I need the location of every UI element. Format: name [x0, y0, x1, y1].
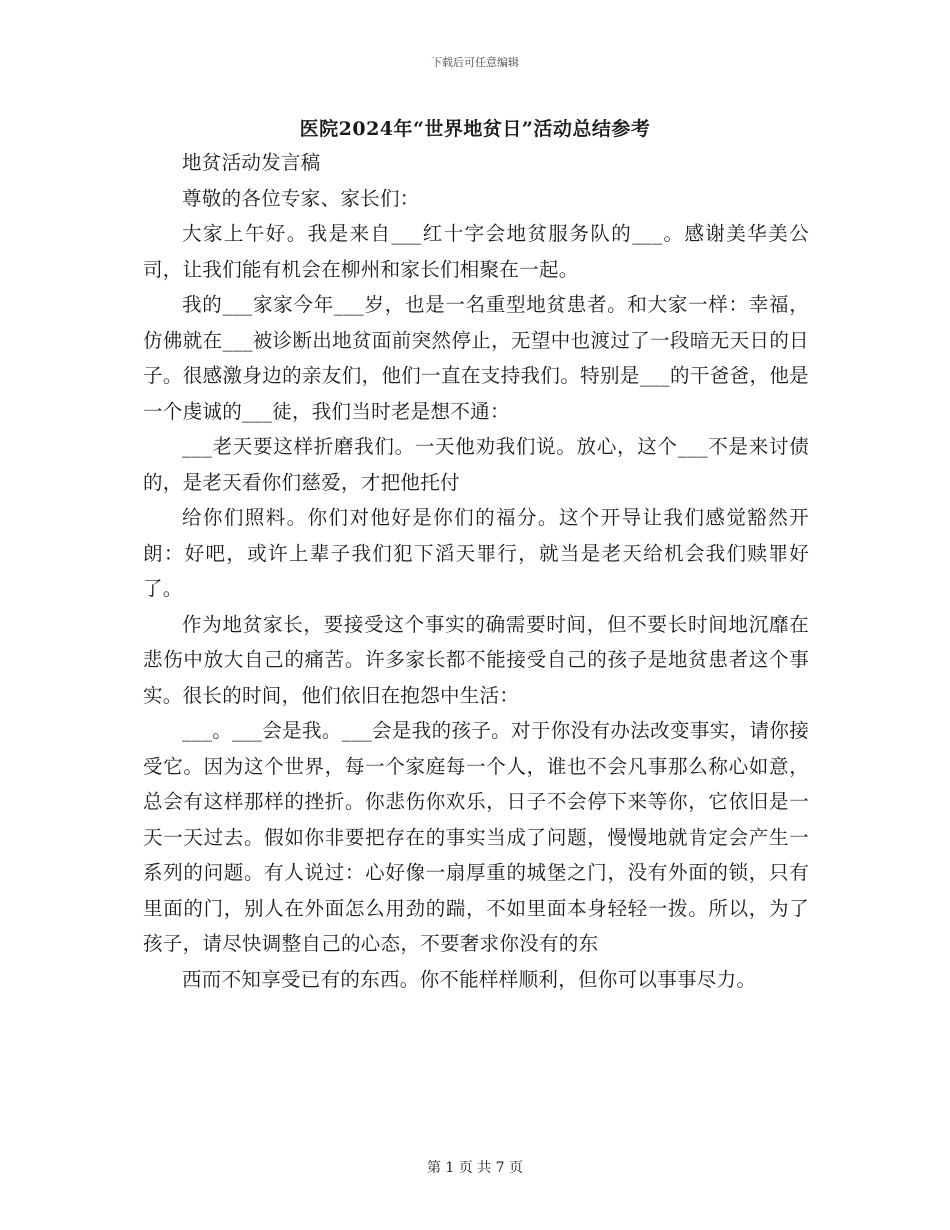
paragraph-acceptance: 作为地贫家长，要接受这个事实的确需要时间，但不要长时间地沉靡在悲伤中放大自己的痛苦。许多家长都不能接受自己的孩子是地贫患者这个事实。很长的时间，他们依旧在抱怨中生活：	[143, 612, 809, 707]
document-body	[143, 145, 809, 997]
page-header-note: 下载后可任意编辑	[431, 56, 519, 69]
paragraph-greeting: 大家上午好。我是来自___红十字会地贫服务队的___。感谢美华美公司，让我们能有机会在柳州和家长们相聚在一起。	[143, 222, 809, 281]
paragraph-godfather-advice: ___老天要这样折磨我们。一天他劝我们说。放心，这个___不是来讨债的，是老天看你们慈爱，才把他托付	[143, 435, 809, 494]
paragraph-mindset: ___。___会是我。___会是我的孩子。对于你没有办法改变事实，请你接受它。因为这个世界，每一个家庭每一个人，谁也不会凡事那么称心如意，总会有这样那样的挫折。你悲伤你欢乐，日子不会停下来等你，它依旧是一天一天过去。假如你非要把存在的事实当成了问题，慢慢地就肯定会产生一系列的问题。有人说过：心好像一扇厚重的城堡之门，没有外面的锁，只有里面的门，别人在外面怎么用劲的踹，不如里面本身轻轻一拨。所以，为了孩子，请尽快调整自己的心态，不要奢求你没有的东	[143, 719, 809, 955]
paragraph-closing-line: 西而不知享受已有的东西。你不能样样顺利，但你可以事事尽力。	[182, 967, 757, 991]
paragraph-speech-heading: 地贫活动发言稿	[182, 151, 321, 174]
document-title: 医院2024年“世界地贫日”活动总结参考	[299, 118, 651, 140]
paragraph-salutation: 尊敬的各位专家、家长们：	[182, 186, 420, 210]
page-number: 第 1 页 共 7 页	[426, 1160, 524, 1176]
paragraph-enlightenment: 给你们照料。你们对他好是你们的福分。这个开导让我们感觉豁然开朗：好吧，或许上辈子我们犯下滔天罪行，就当是老天给机会我们赎罪好了。	[143, 506, 809, 600]
paragraph-family-story: 我的___家家今年___岁，也是一名重型地贫患者。和大家一样：幸福，仿佛就在___被诊断出地贫面前突然停止，无望中也渡过了一段暗无天日的日子。很感激身边的亲友们，他们一直在支持我们。特别是___的干爸爸，他是一个虔诚的___徒，我们当时老是想不通：	[143, 293, 809, 423]
